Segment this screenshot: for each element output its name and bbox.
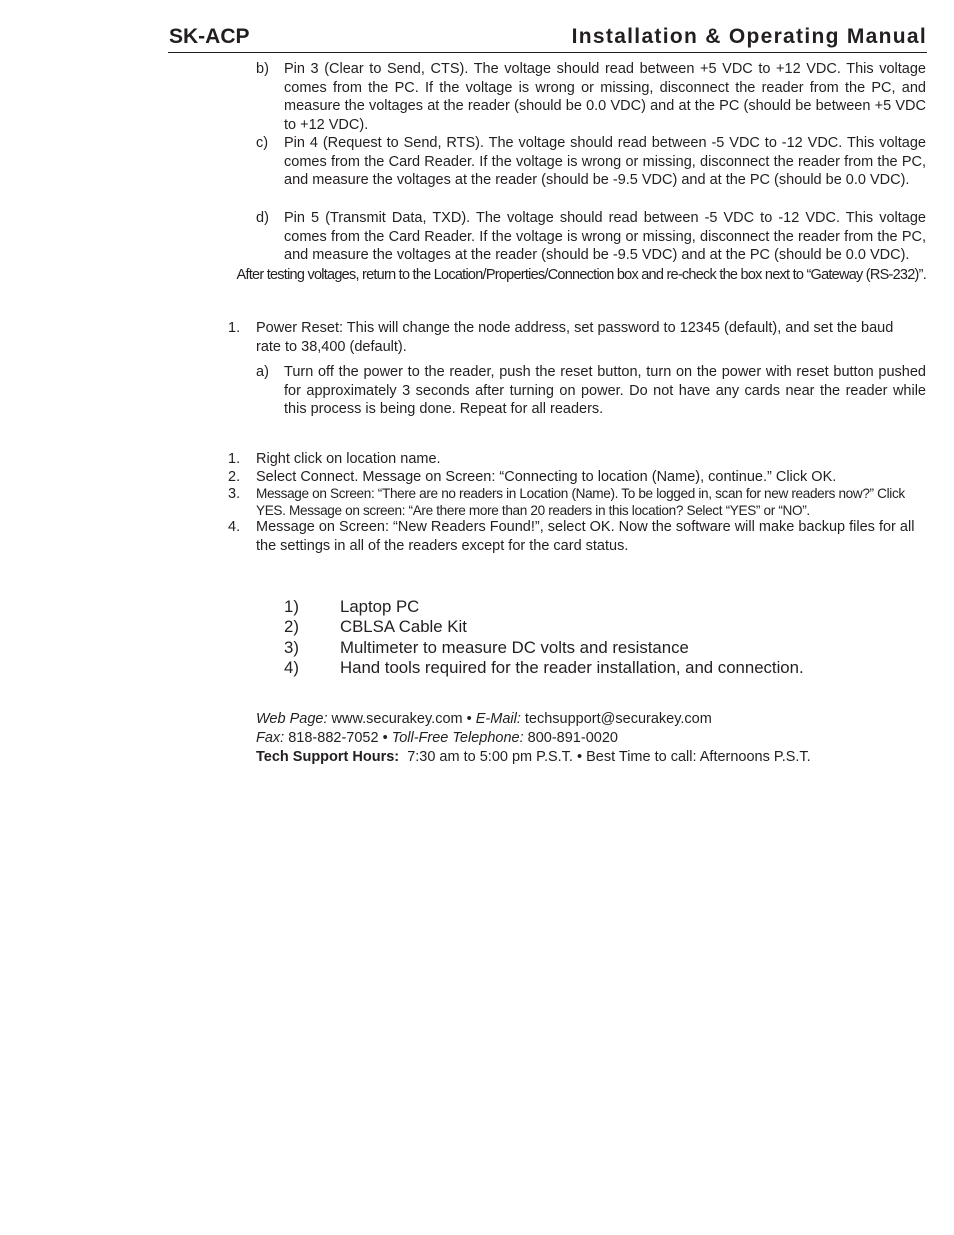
list-marker: 4.	[228, 519, 241, 535]
list-marker: 1.	[228, 320, 241, 336]
hours-value: 7:30 am to 5:00 pm P.S.T.	[407, 749, 573, 765]
list-item-text: Pin 3 (Clear to Send, CTS). The voltage should read between +5 VDC to +12 VDC. This voltage comes from the PC. If the voltage is wrong or missing, disconnect the reader from the PC, and measure the voltages at the reader (should be 0.0 VDC) and at the PC (should be between +5 VDC to +12 VDC).	[284, 61, 926, 133]
phone-number: 800-891-0020	[527, 730, 618, 746]
list-item-text: Message on Screen: “There are no readers in Location (Name). To be logged in, scan for new readers now?” Click YES. Message on screen: “Are there more than 20 readers in this location? Select “YES” or “NO”.	[256, 486, 905, 518]
contact-line-web	[256, 710, 712, 729]
contact-line-phone	[256, 729, 618, 748]
separator: •	[382, 730, 388, 746]
list-item-text: Pin 4 (Request to Send, RTS). The voltage should read between -5 VDC to -12 VDC. This voltage comes from the Card Reader. If the voltage is wrong or missing, disconnect the reader from the PC, and measure the voltages at the reader (should be -9.5 VDC) and at the PC (should be 0.0 VDC).	[284, 135, 926, 189]
list-item-text: CBLSA Cable Kit	[340, 617, 467, 636]
list-item-text: Turn off the power to the reader, push the reset button, turn on the power with reset button pushed for approximately 3 seconds after turning on power. Do not have any cards near the reader while this process is being done. Repeat for all readers.	[284, 364, 926, 418]
fax-label: Fax:	[256, 730, 285, 746]
list-item-text: Message on Screen: “New Readers Found!”, select OK. Now the software will make backup files for all the settings in all of the readers except for the card status.	[256, 519, 915, 554]
product-title: SK-ACP	[169, 25, 250, 48]
list-item-text: Pin 5 (Transmit Data, TXD). The voltage should read between -5 VDC to -12 VDC. This voltage comes from the Card Reader. If the voltage is wrong or missing, disconnect the reader from the PC, and measure the voltages at the reader (should be -9.5 VDC) and at the PC (should be 0.0 VDC).	[284, 210, 926, 264]
list-marker: b)	[256, 61, 269, 77]
list-marker: 3)	[284, 638, 299, 657]
email-link[interactable]: techsupport@securakey.com	[524, 711, 712, 727]
email-label: E-Mail:	[475, 711, 521, 727]
list-marker: a)	[256, 364, 269, 380]
separator: •	[577, 749, 583, 765]
list-item-text: Laptop PC	[340, 597, 420, 616]
list-marker: 3.	[228, 486, 241, 502]
list-item-text: Hand tools required for the reader installation, and connection.	[340, 658, 804, 677]
list-item-text: Multimeter to measure DC volts and resistance	[340, 638, 689, 657]
page-header	[168, 24, 927, 53]
after-testing-note: After testing voltages, return to the Location/Properties/Connection box and re-check the box next to “Gateway (RS-232)”.	[236, 267, 926, 283]
list-item-text: Select Connect. Message on Screen: “Connecting to location (Name), continue.” Click OK.	[256, 469, 837, 485]
manual-title: Installation & Operating Manual	[571, 25, 927, 48]
phone-label: Toll-Free Telephone:	[391, 730, 524, 746]
list-marker: 1.	[228, 451, 241, 467]
list-marker: 4)	[284, 658, 299, 677]
web-link[interactable]: www.securakey.com	[331, 711, 463, 727]
contact-line-hours	[256, 748, 811, 767]
list-marker: 2.	[228, 469, 241, 485]
web-label: Web Page:	[256, 711, 328, 727]
list-item-text: Right click on location name.	[256, 451, 441, 467]
list-marker: 1)	[284, 597, 299, 616]
list-marker: c)	[256, 135, 269, 151]
fax-number: 818-882-7052	[288, 730, 379, 746]
hours-label: Tech Support Hours:	[256, 749, 400, 765]
list-marker: d)	[256, 210, 269, 226]
best-time: Best Time to call: Afternoons P.S.T.	[586, 749, 811, 765]
list-marker: 2)	[284, 617, 299, 636]
separator: •	[466, 711, 472, 727]
list-item-text: Power Reset: This will change the node address, set password to 12345 (default), and set the baud rate to 38,400 (default).	[256, 320, 894, 355]
